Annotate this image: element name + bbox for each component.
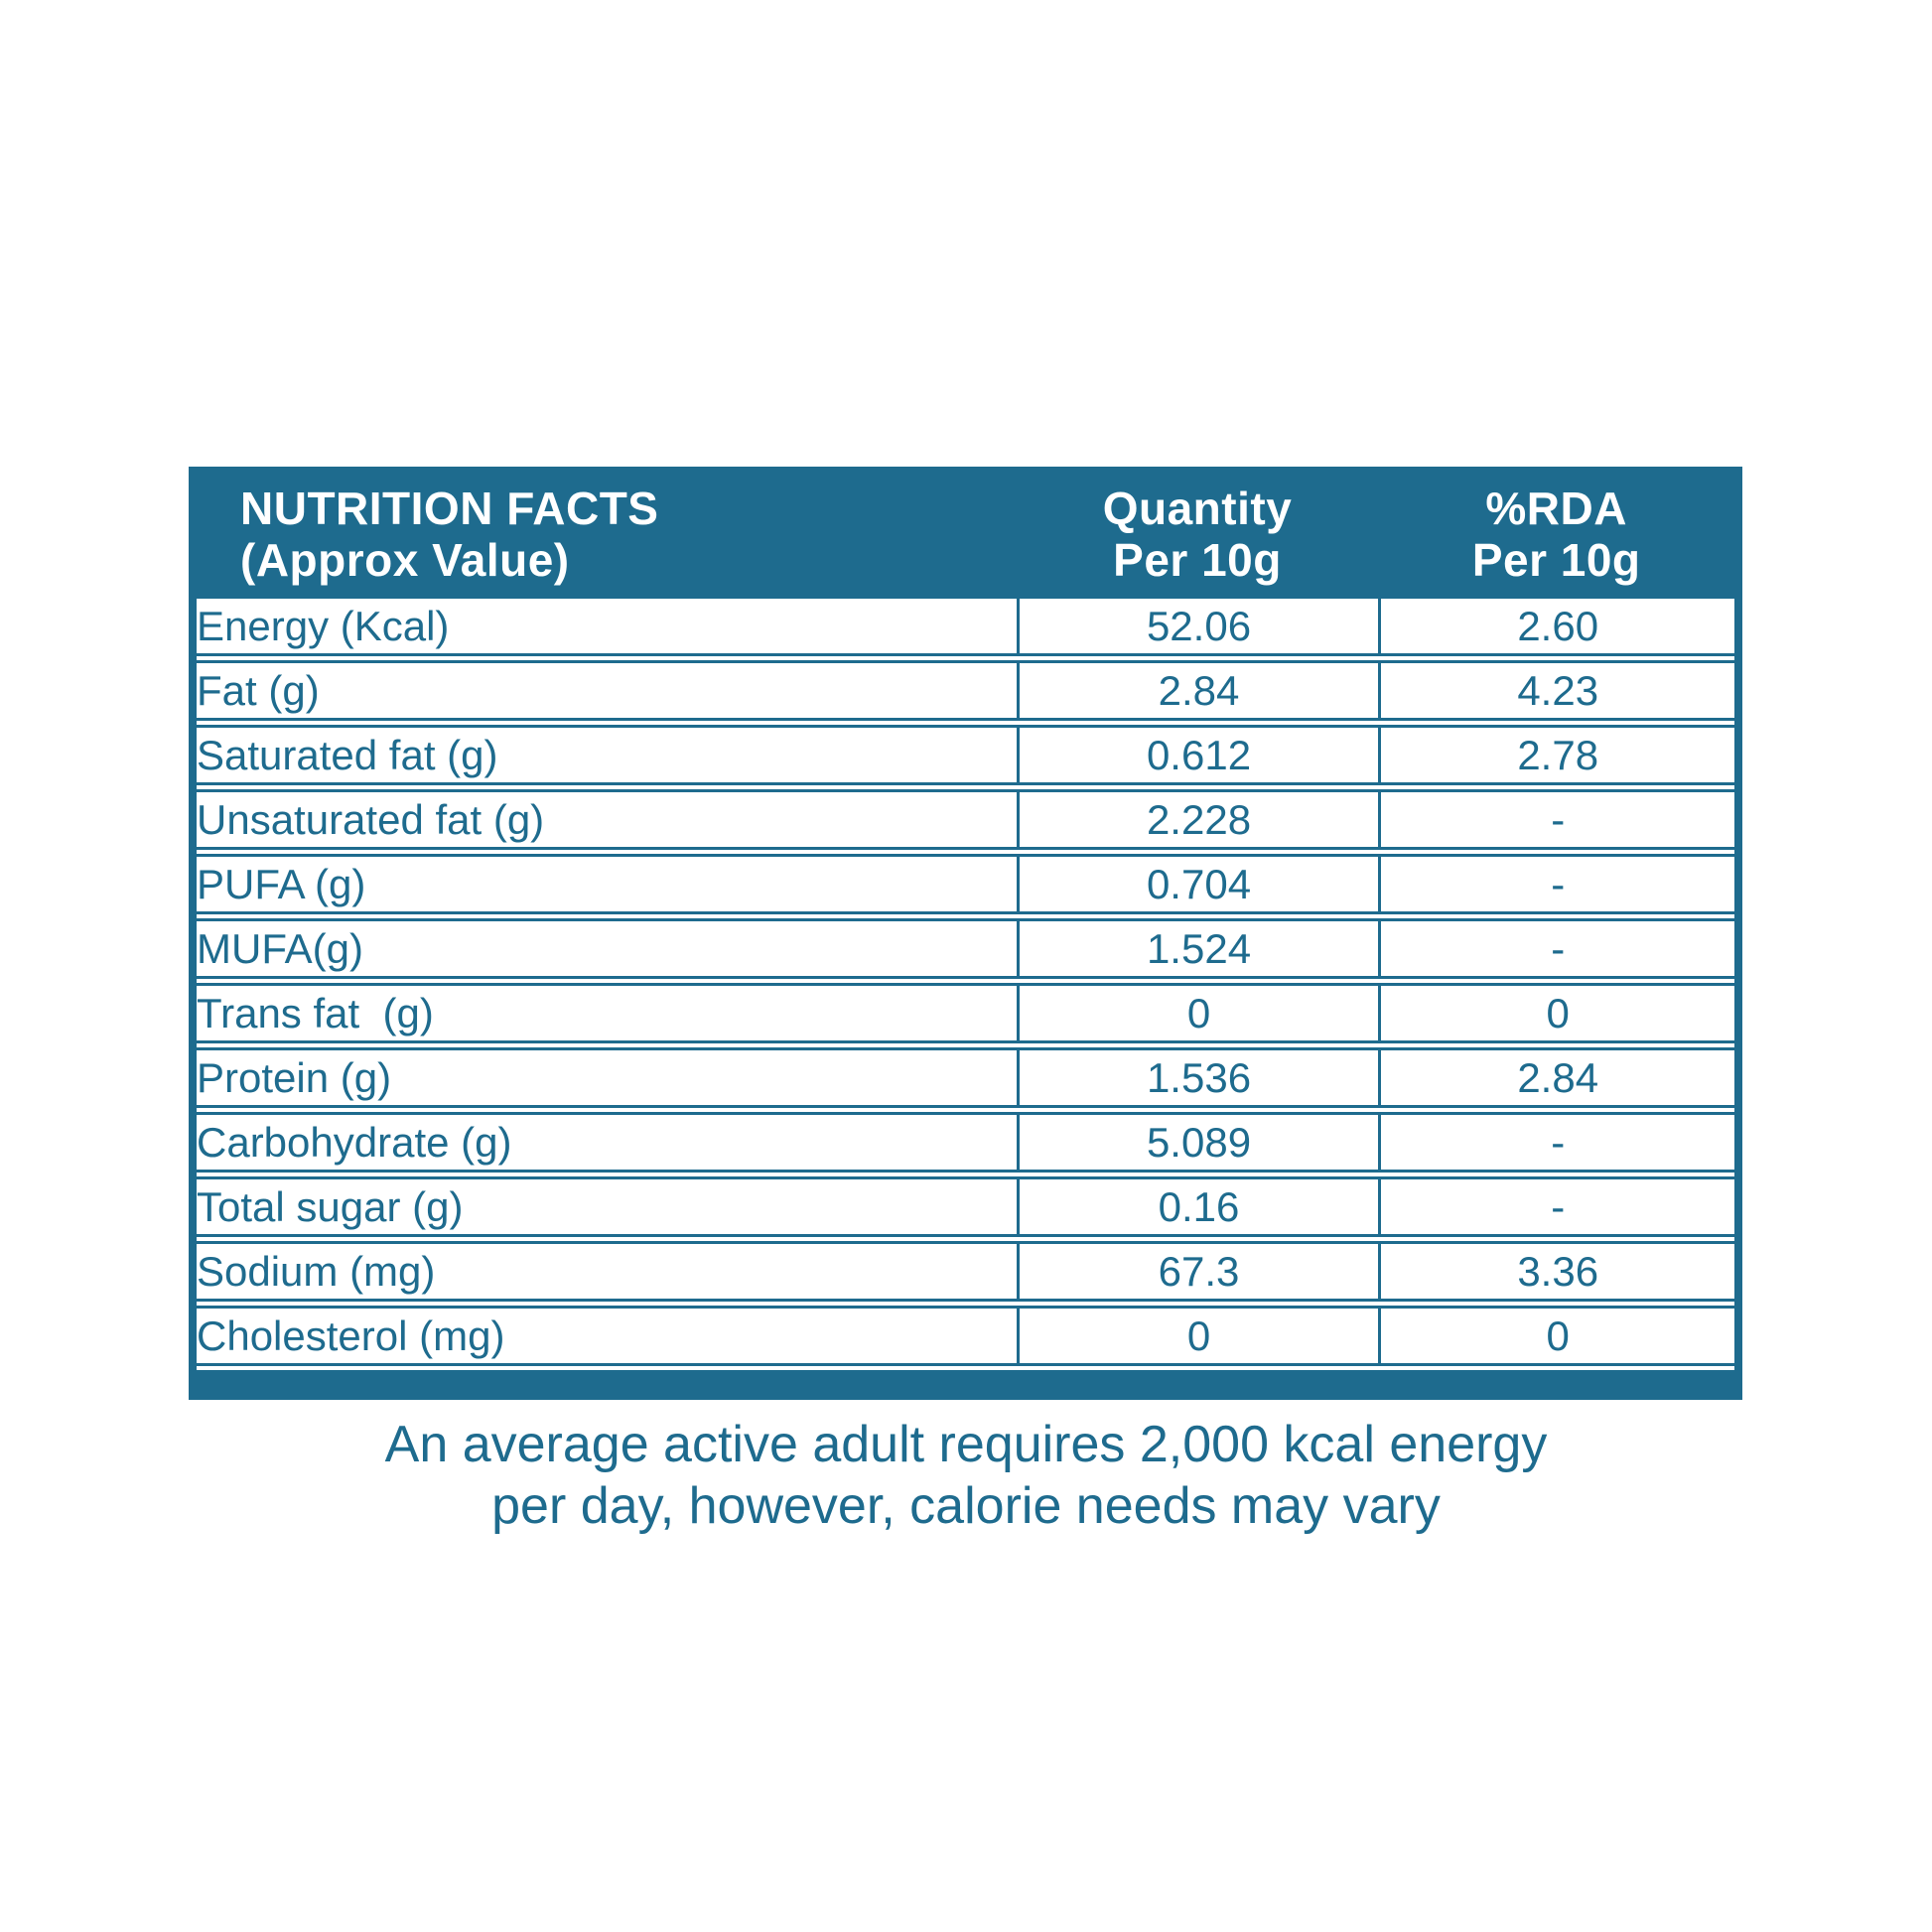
row-quantity: 52.06 [1017, 596, 1379, 656]
row-quantity: 0.612 [1017, 725, 1379, 785]
nutrition-table [197, 592, 1734, 1370]
header-title-line2: (Approx Value) [240, 534, 570, 586]
row-label: Saturated fat (g) [197, 725, 1017, 785]
table-row [197, 918, 1734, 979]
row-label: Carbohydrate (g) [197, 1112, 1017, 1173]
row-rda: 4.23 [1378, 660, 1734, 721]
row-rda: 0 [1378, 1306, 1734, 1366]
footnote [0, 1414, 1932, 1538]
header-quantity [1017, 483, 1379, 587]
row-rda: 3.36 [1378, 1241, 1734, 1302]
table-bottom-bar [197, 1370, 1734, 1392]
row-label: Unsaturated fat (g) [197, 789, 1017, 850]
row-quantity: 2.84 [1017, 660, 1379, 721]
footnote-line2: per day, however, calorie needs may vary [491, 1477, 1441, 1536]
row-quantity: 0.704 [1017, 854, 1379, 914]
row-label: Fat (g) [197, 660, 1017, 721]
row-label: MUFA(g) [197, 918, 1017, 979]
table-row [197, 660, 1734, 721]
table-header-band [197, 475, 1734, 596]
row-label: Sodium (mg) [197, 1241, 1017, 1302]
nutrition-facts-panel [189, 467, 1742, 1400]
row-quantity: 1.536 [1017, 1047, 1379, 1108]
row-label: PUFA (g) [197, 854, 1017, 914]
row-rda: - [1378, 918, 1734, 979]
table-row [197, 1176, 1734, 1237]
header-rda-line1: %RDA [1485, 483, 1627, 535]
row-label: Energy (Kcal) [197, 596, 1017, 656]
table-row [197, 854, 1734, 914]
row-rda: - [1378, 789, 1734, 850]
table-row [197, 983, 1734, 1043]
header-rda [1378, 483, 1734, 587]
row-label: Protein (g) [197, 1047, 1017, 1108]
row-rda: - [1378, 1176, 1734, 1237]
header-quantity-line2: Per 10g [1113, 534, 1282, 586]
row-rda: 2.60 [1378, 596, 1734, 656]
header-title-line1: NUTRITION FACTS [240, 483, 659, 535]
header-rda-line2: Per 10g [1471, 534, 1641, 586]
row-quantity: 0 [1017, 983, 1379, 1043]
row-label: Total sugar (g) [197, 1176, 1017, 1237]
table-row [197, 1306, 1734, 1366]
row-quantity: 67.3 [1017, 1241, 1379, 1302]
row-rda: - [1378, 854, 1734, 914]
table-row [197, 789, 1734, 850]
row-label: Cholesterol (mg) [197, 1306, 1017, 1366]
row-rda: 0 [1378, 983, 1734, 1043]
row-rda: - [1378, 1112, 1734, 1173]
nutrition-table-body [197, 596, 1734, 1366]
row-quantity: 1.524 [1017, 918, 1379, 979]
row-quantity: 0 [1017, 1306, 1379, 1366]
table-row [197, 1112, 1734, 1173]
header-quantity-line1: Quantity [1102, 483, 1293, 535]
row-quantity: 0.16 [1017, 1176, 1379, 1237]
table-row [197, 1241, 1734, 1302]
table-row [197, 1047, 1734, 1108]
header-title [197, 483, 1017, 587]
table-row [197, 596, 1734, 656]
row-label: Trans fat (g) [197, 983, 1017, 1043]
row-quantity: 2.228 [1017, 789, 1379, 850]
row-rda: 2.78 [1378, 725, 1734, 785]
footnote-line1: An average active adult requires 2,000 kcal energy [384, 1416, 1548, 1473]
table-row [197, 725, 1734, 785]
row-quantity: 5.089 [1017, 1112, 1379, 1173]
row-rda: 2.84 [1378, 1047, 1734, 1108]
